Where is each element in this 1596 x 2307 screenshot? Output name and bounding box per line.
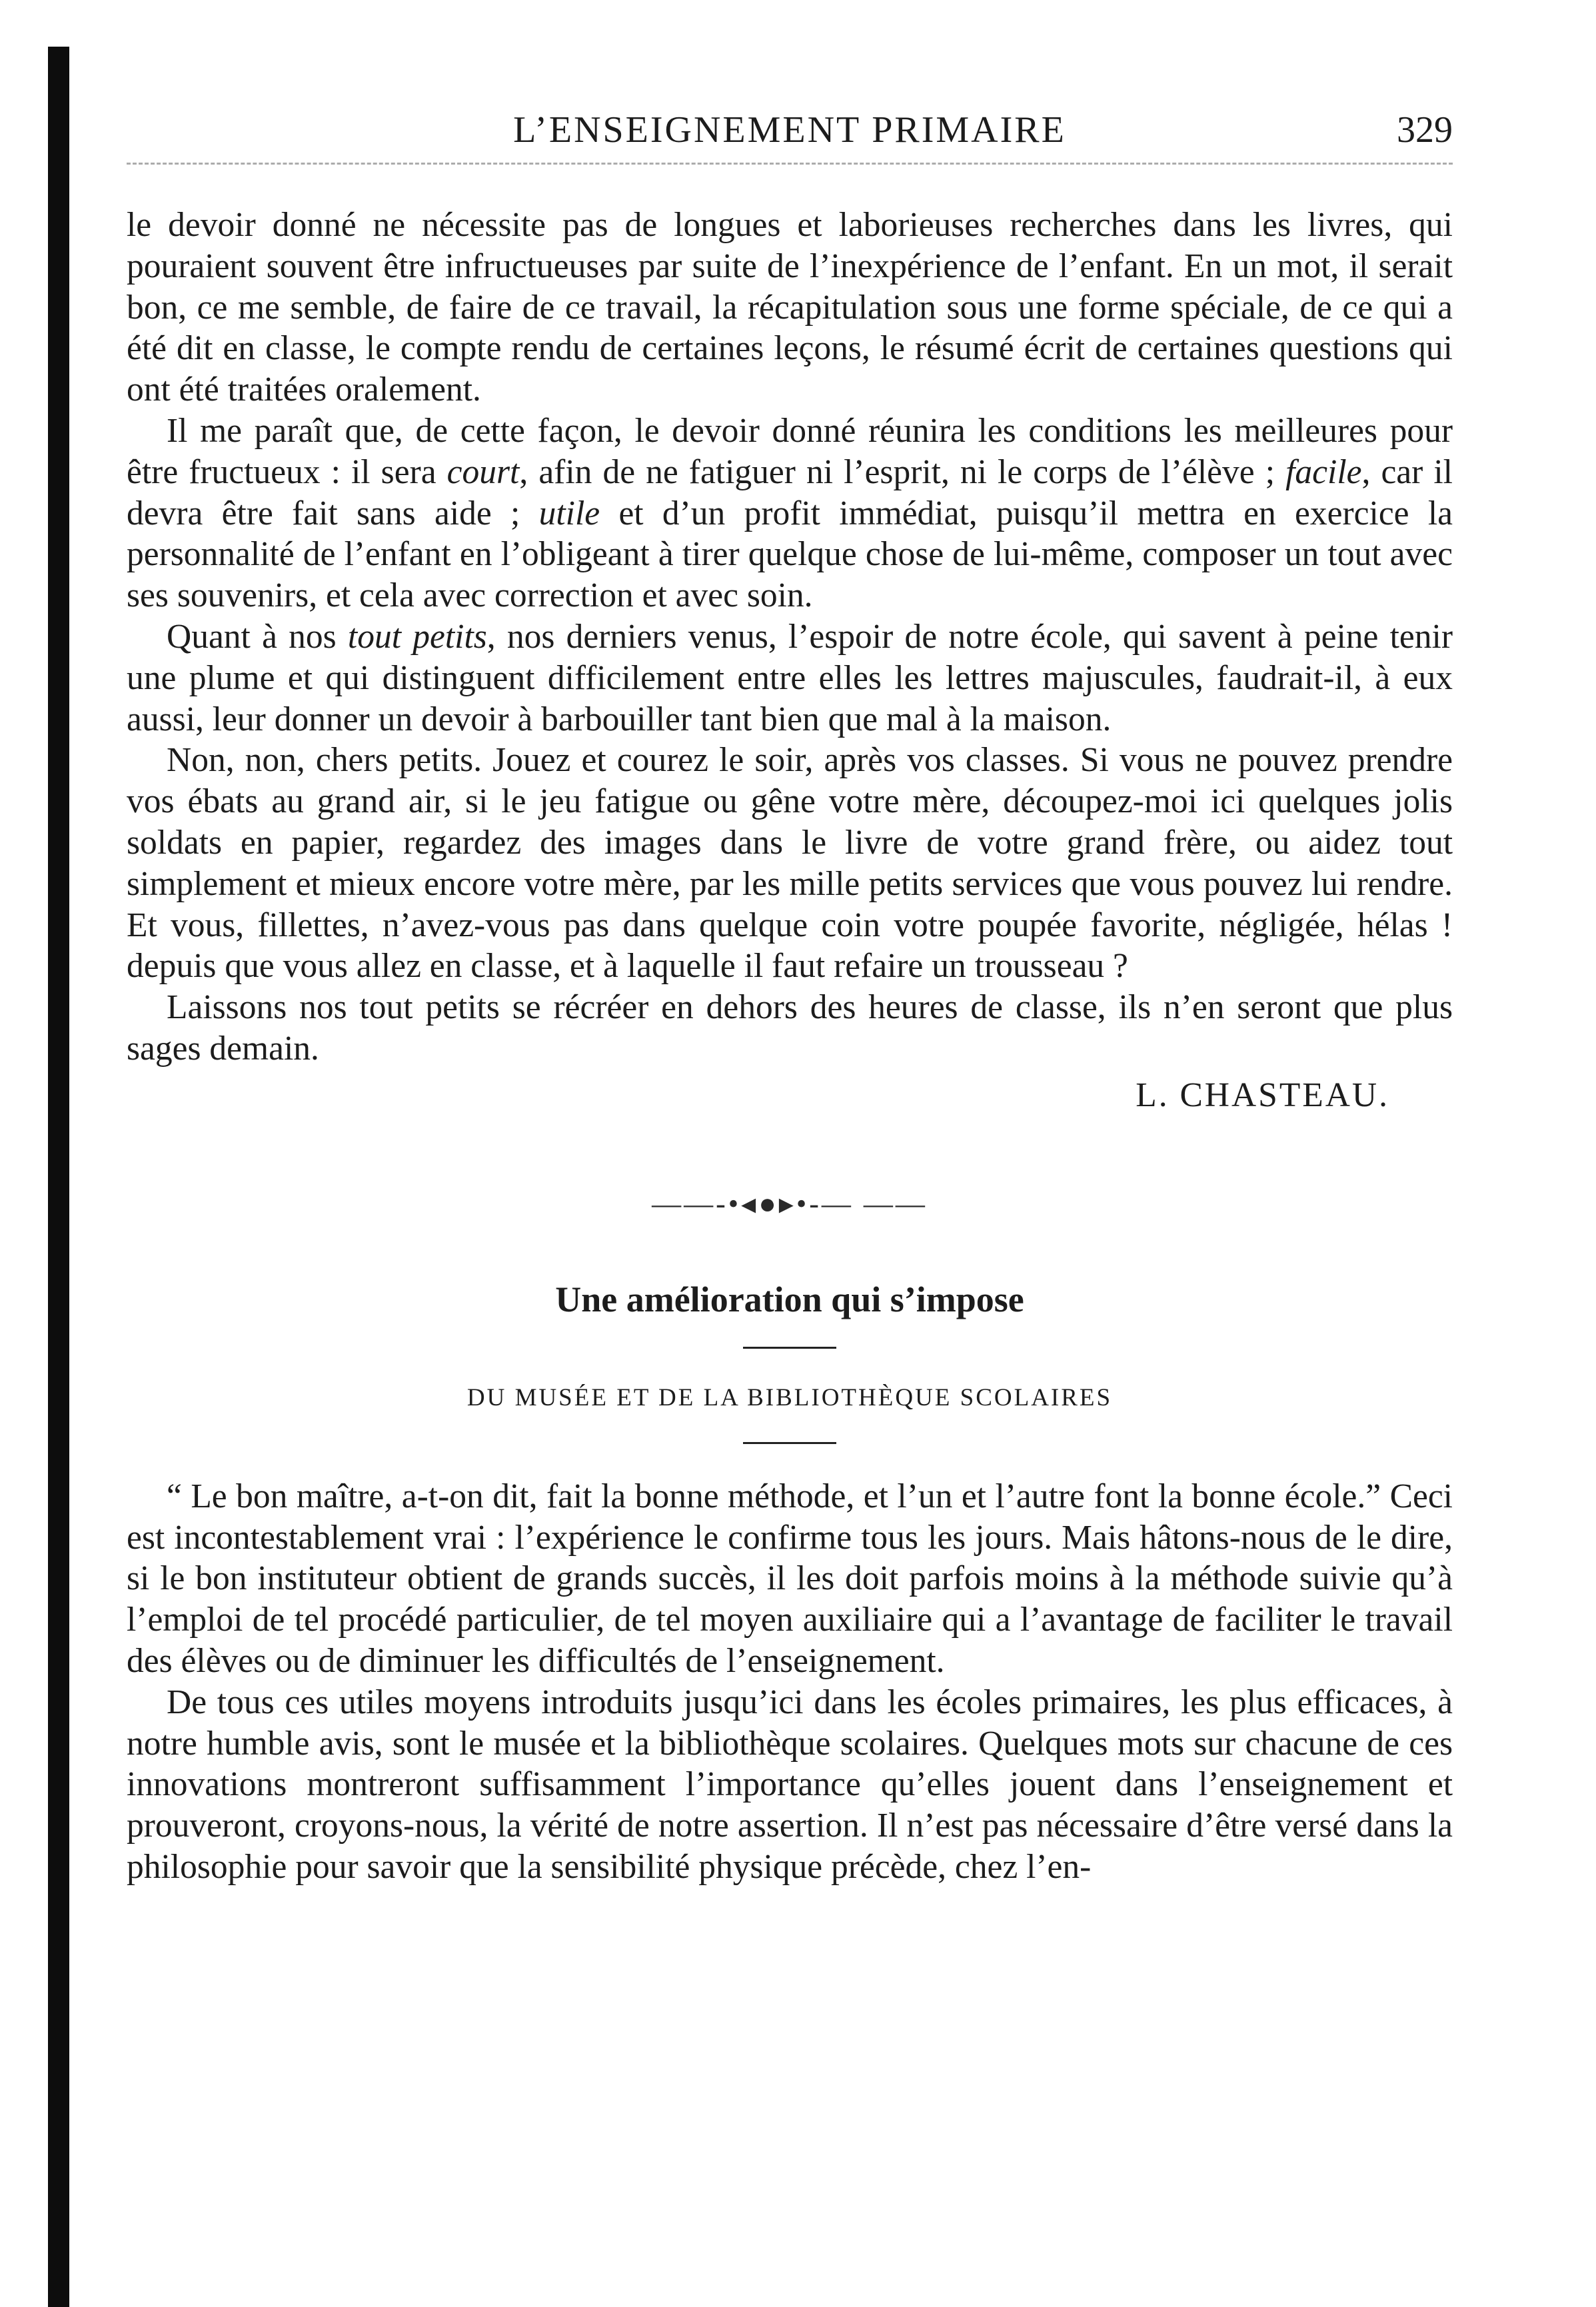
header-rule [127,163,1453,165]
title-rule [743,1347,836,1349]
paragraph: le devoir donné ne nécessite pas de longues et laborieuses recherches dans les livres, qui pouraient souvent être infructueuses par suite de l’inexpérience de l’enfant. En un mot, il serait bon, ce me semble, de faire de ce travail, la récapitulation sous une forme spéciale, de ce qui a été dit en classe, le compte rendu de certaines leçons, le résumé écrit de certaines questions qui ont été traitées oralement. [127,206,1453,409]
first-article-body [127,205,1453,1070]
italic-word: utile [538,494,600,532]
paragraph: De tous ces utiles moyens introduits jusqu’ici dans les écoles primaires, les plus efficaces, à notre humble avis, sont le musée et la bibliothèque scolaires. Quelques mots sur chacune de ces innovations montreront suffisamment l’importance qu’elles jouent dans l’enseignement et prouveront, croyons-nous, la vérité de notre assertion. Il n’est pas nécessaire d’être versé dans la philosophie pour savoir que la sensibilité physique précède, chez l’en- [127,1683,1453,1886]
page-number: 329 [1397,109,1453,151]
paragraph: “ Le bon maître, a-t-on dit, fait la bonne méthode, et l’un et l’autre font la bonne école.” Ceci est incontestablement vrai : l’expérience le confirme tous les jours. Mais hâtons-nous de le dire, si le bon instituteur obtient de grands succès, il les doit parfois moins à la méthode suivie qu’à l’emploi de tel procédé particulier, de tel moyen auxiliaire qui a l’avantage de faciliter le travail des élèves ou de diminuer les difficultés de l’enseignement. [127,1477,1453,1680]
paragraph: Non, non, chers petits. Jouez et courez le soir, après vos classes. Si vous ne pouvez prendre vos ébats au grand air, si le jeu fatigue ou gêne votre mère, découpez-moi ici quelques jolis soldats en papier, regardez des images dans le livre de votre grand frère, ou aidez tout simplement et mieux encore votre mère, par les mille petits services que vous pouvez lui rendre. Et vous, fillettes, n’avez-vous pas dans quelque coin votre poupée favorite, négligée, hélas ! depuis que vous allez en classe, et à laquelle il faut refaire un trousseau ? [127,741,1453,986]
second-article-body [127,1476,1453,1888]
article-subtitle: DU MUSÉE ET DE LA BIBLIOTHÈQUE SCOLAIRES [466,1383,1113,1411]
italic-word: court [446,452,520,491]
subtitle-rule [743,1442,836,1444]
author-signature: L. CHASTEAU. [1136,1076,1389,1114]
article-title: Une amélioration qui s’impose [555,1279,1024,1319]
running-head [127,107,1453,153]
paragraph: Laissons nos tout petits se récréer en dehors des heures de classe, ils n’en seront que plus sages demain. [127,988,1453,1068]
running-head-title: L’ENSEIGNEMENT PRIMAIRE [513,109,1066,151]
paragraph: Quant à nos tout petits, nos derniers venus, l’espoir de notre école, qui savent à peine tenir une plume et qui distinguent difficilement entre elles les lettres majuscules, faudrait-il, à eux aussi, leur donner un devoir à barbouiller tant bien que mal à la maison. [127,617,1453,738]
italic-word: tout petits [347,617,487,656]
page-binding-edge [48,47,69,2307]
section-ornament: ——-•◂●▸•-— —— [652,1187,928,1220]
document-page [127,107,1453,1888]
paragraph: Il me paraît que, de cette façon, le devoir donné réunira les conditions les meilleures pour être fructueux : il sera court, afin de ne fatiguer ni l’esprit, ni le corps de l’élève ; facile, car il devra être fait sans aide ; utile et d’un profit immédiat, puisqu’il mettra en exercice la personnalité de l’enfant en l’obligeant à tirer quelque chose de lui-même, composer un tout avec ses souvenirs, et cela avec correction et avec soin. [127,411,1453,615]
italic-word: facile [1285,452,1362,491]
